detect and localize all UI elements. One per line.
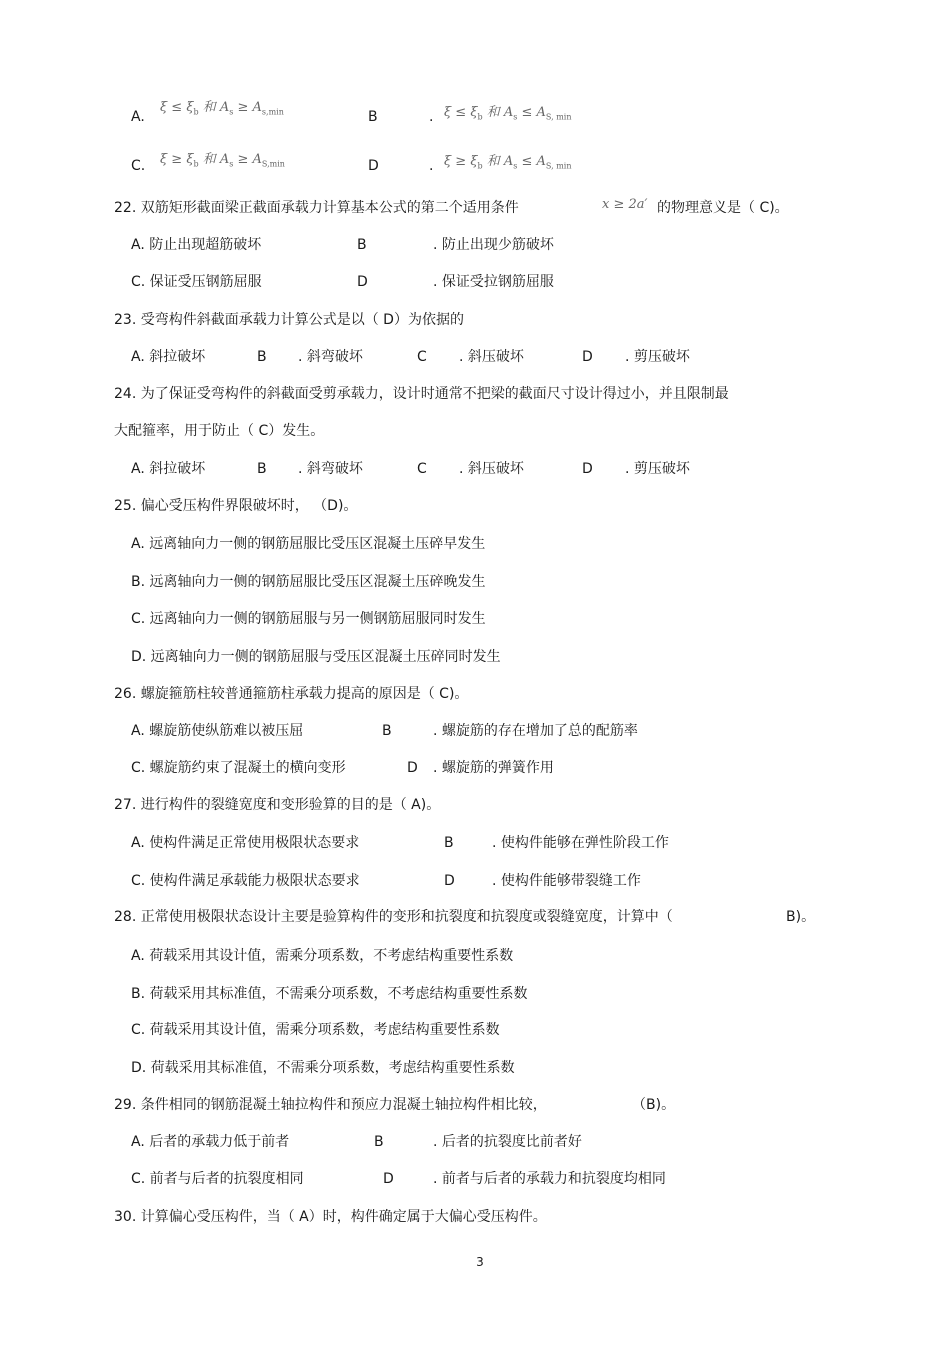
q24-option-d-label: D — [582, 461, 593, 477]
q24-option-b: . 斜弯破坏 — [298, 461, 363, 477]
q25-option-c: C. 远离轴向力一侧的钢筋屈服与另一侧钢筋屈服同时发生 — [131, 611, 486, 627]
q25-stem: 25. 偏心受压构件界限破坏时， （D)。 — [114, 498, 358, 514]
q26-option-d-label: D — [407, 760, 418, 776]
q26-option-c: C. 螺旋筋约束了混凝土的横向变形 — [131, 760, 346, 776]
q26-stem: 26. 螺旋箍筋柱较普通箍筋柱承载力提高的原因是（ C)。 — [114, 686, 469, 702]
q29-option-d: . 前者与后者的承载力和抗裂度均相同 — [433, 1171, 666, 1187]
q22-option-d-label: D — [357, 274, 368, 290]
q24-option-b-label: B — [257, 461, 267, 477]
q28-option-d: D. 荷载采用其标准值，不需乘分项系数，考虑结构重要性系数 — [131, 1060, 515, 1076]
q28-answer: B)。 — [786, 909, 816, 925]
q22-stem-end: 的物理意义是（ C)。 — [657, 200, 789, 216]
q26-option-b: . 螺旋筋的存在增加了总的配筋率 — [433, 723, 638, 739]
q22-condition-formula: x ≥ 2a′ — [602, 197, 648, 212]
q24-option-a: A. 斜拉破坏 — [131, 461, 206, 477]
q21-option-a-label: A. — [131, 109, 145, 125]
page-number: 3 — [476, 1255, 484, 1269]
q27-option-d: . 使构件能够带裂缝工作 — [492, 873, 641, 889]
q28-option-a: A. 荷载采用其设计值，需乘分项系数，不考虑结构重要性系数 — [131, 948, 514, 964]
q29-option-d-label: D — [383, 1171, 394, 1187]
q23-option-b-label: B — [257, 349, 267, 365]
q24-stem-line1: 24. 为了保证受弯构件的斜截面受剪承载力，设计时通常不把梁的截面尺寸设计得过小，并且限制最 — [114, 386, 729, 402]
q21-option-b-label: B — [368, 109, 378, 125]
q21-option-c-formula: $\xi \ge \xi_b$ 和 $A_s \ge A_{S,min}$ — [160, 152, 285, 169]
q29-option-c: C. 前者与后者的抗裂度相同 — [131, 1171, 304, 1187]
q23-option-c: . 斜压破坏 — [459, 349, 524, 365]
q26-option-b-label: B — [382, 723, 392, 739]
q24-stem-line2: 大配箍率，用于防止（ C）发生。 — [114, 423, 325, 439]
q29-option-b-label: B — [374, 1134, 384, 1150]
q24-option-d: . 剪压破坏 — [625, 461, 690, 477]
q29-option-a: A. 后者的承载力低于前者 — [131, 1134, 290, 1150]
q23-stem: 23. 受弯构件斜截面承载力计算公式是以（ D）为依据的 — [114, 312, 464, 328]
q21-option-b-formula: $\xi \le \xi_b$ 和 $A_s \le A_{S, min}$ — [444, 105, 572, 122]
q29-option-b: . 后者的抗裂度比前者好 — [433, 1134, 582, 1150]
q27-stem: 27. 进行构件的裂缝宽度和变形验算的目的是（ A)。 — [114, 797, 441, 813]
q22-option-c: C. 保证受压钢筋屈服 — [131, 274, 262, 290]
q27-option-b-label: B — [444, 835, 454, 851]
q23-option-d-label: D — [582, 349, 593, 365]
q28-stem: 28. 正常使用极限状态设计主要是验算构件的变形和抗裂度和抗裂度或裂缝宽度，计算中（ — [114, 909, 673, 925]
q29-answer: （B)。 — [632, 1097, 676, 1113]
q23-option-a: A. 斜拉破坏 — [131, 349, 206, 365]
q22-option-d: . 保证受拉钢筋屈服 — [433, 274, 554, 290]
q27-option-c: C. 使构件满足承载能力极限状态要求 — [131, 873, 360, 889]
q27-option-d-label: D — [444, 873, 455, 889]
q23-option-c-label: C — [417, 349, 427, 365]
q25-option-d: D. 远离轴向力一侧的钢筋屈服与受压区混凝土压碎同时发生 — [131, 649, 501, 665]
q28-option-b: B. 荷载采用其标准值，不需乘分项系数，不考虑结构重要性系数 — [131, 986, 528, 1002]
q22-stem-start: 22. 双筋矩形截面梁正截面承载力计算基本公式的第二个适用条件 — [114, 200, 519, 216]
q23-option-d: . 剪压破坏 — [625, 349, 690, 365]
q26-option-a: A. 螺旋筋使纵筋难以被压屈 — [131, 723, 304, 739]
q24-option-c: . 斜压破坏 — [459, 461, 524, 477]
q27-option-a: A. 使构件满足正常使用极限状态要求 — [131, 835, 360, 851]
q23-option-b: . 斜弯破坏 — [298, 349, 363, 365]
q22-option-b-label: B — [357, 237, 367, 253]
q25-option-a: A. 远离轴向力一侧的钢筋屈服比受压区混凝土压碎早发生 — [131, 536, 486, 552]
q22-option-b: . 防止出现少筋破坏 — [433, 237, 554, 253]
q29-stem: 29. 条件相同的钢筋混凝土轴拉构件和预应力混凝土轴拉构件相比较， — [114, 1097, 547, 1113]
q27-option-b: . 使构件能够在弹性阶段工作 — [492, 835, 669, 851]
q21-option-d-dot: . — [429, 158, 434, 174]
q26-option-d: . 螺旋筋的弹簧作用 — [433, 760, 554, 776]
q28-option-c: C. 荷载采用其设计值，需乘分项系数，考虑结构重要性系数 — [131, 1022, 500, 1038]
q21-option-c-label: C. — [131, 158, 146, 174]
q22-option-a: A. 防止出现超筋破坏 — [131, 237, 262, 253]
q25-option-b: B. 远离轴向力一侧的钢筋屈服比受压区混凝土压碎晚发生 — [131, 574, 486, 590]
q24-option-c-label: C — [417, 461, 427, 477]
q21-option-d-formula: $\xi \ge \xi_b$ 和 $A_s \le A_{S, min}$ — [444, 154, 572, 171]
q30-stem: 30. 计算偏心受压构件，当（ A）时，构件确定属于大偏心受压构件。 — [114, 1209, 547, 1225]
q21-option-b-dot: . — [429, 109, 434, 125]
q21-option-d-label: D — [368, 158, 379, 174]
q21-option-a-formula: $\xi \le \xi_b$ 和 $A_s \ge A_{s,min}$ — [160, 100, 284, 117]
